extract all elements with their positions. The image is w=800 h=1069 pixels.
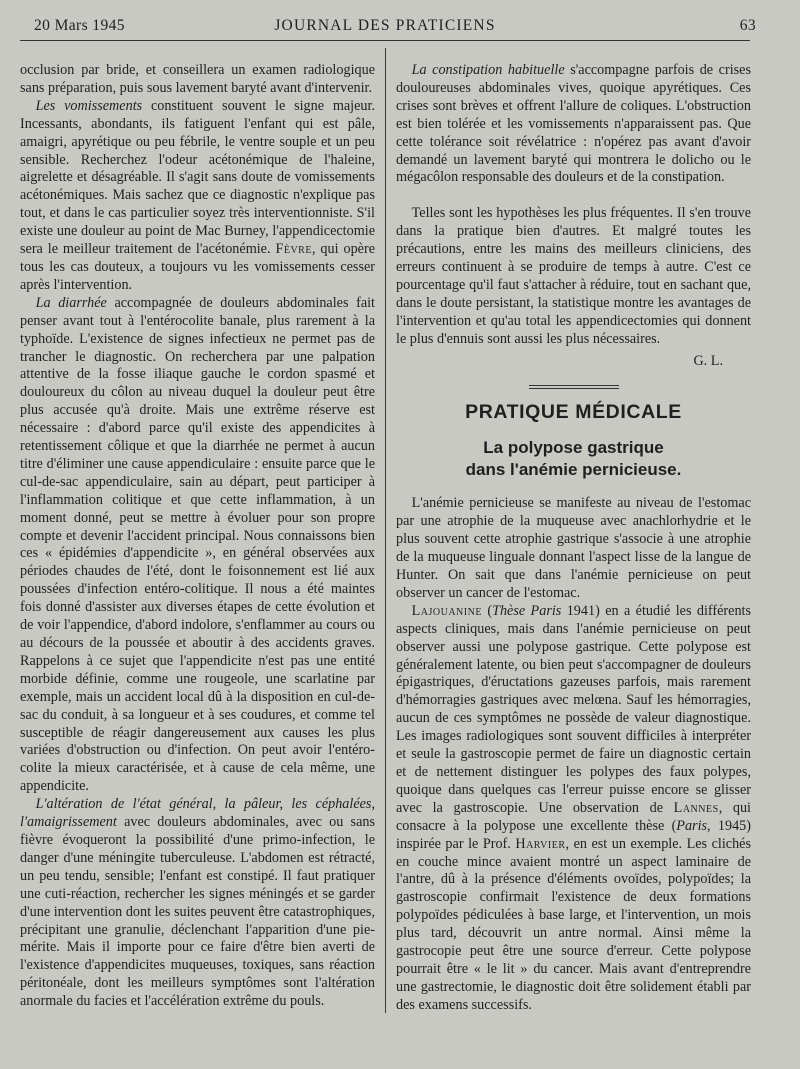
- section-title: PRATIQUE MÉDICALE: [465, 400, 682, 423]
- header-page-number: 63: [739, 17, 756, 34]
- paragraph-anemie: L'anémie pernicieuse se manifeste au niveau de l'estomac par une atrophie de la muqueuse avec anachlorhydrie et le plus souvent cette atrophie gastrique s'associe à une atrophie de la muqueuse linguale donnant l'aspect lisse de la langue de Hunter. On sait que dans l'anémie pernicieuse on peut observer un cancer de l'estomac.: [396, 495, 751, 601]
- paragraph-constipation: La constipation habituelle s'accompagne parfois de crises douloureuses abdominales vives, quoique apyrétiques. Ces crises sont brèves et offrent l'allure de coliques. L'obstruction est bien tolérée et les vomissements n'apparaissent pas. Que cette tolérance soit révélatrice : n'opérez pas avant d'avoir demandé un lavement baryté qui montrera le dolicho ou le mégacôlon responsable des douleurs et de la constipation.: [396, 62, 751, 186]
- paragraph-lajouanine: Lajouanine (Thèse Paris 1941) en a étudié les différents aspects cliniques, mais dans l'anémie pernicieuse on peut observer aussi une polypose gastrique. Cette polypose est généralement latente, ou bien peut s'accompagner de douleurs épigastriques, d'éructations gazeuses parfois, mais rarement d'hémorragies gastriques avec melœna. Sauf les hémorragies, aucun de ces symptômes ne possède de valeur diagnostique. Les images radiologiques sont souvent difficiles à interpréter et seule la gastroscopie permet de faire un diagnostic certain et de nettement distinguer les polypes des faux polypes, quoique dans quelques cas l'erreur puisse encore se glisser avec la gastroscopie. Une observation de Lannes, qui consacre à la polypose une excellente thèse (Paris, 1945) inspirée par le Prof. Harvier, en est un exemple. Les clichés en couche mince avaient montré un aspect laminaire de l'antre, dû à la présence d'éléments ovoïdes, polypoïdes; la gastroscopie confirmait l'existence de deux formations polypoïdes pédiculées à base large, et l'intervention, un mois plus tard, découvrit un antre normal. Ainsi même la gastrocopie peut être une source d'erreur. Cette polypose pourrait être « le lit » du cancer. Mais avant d'entreprendre une gastrectomie, le diagnostic doit être solidement établi par des examens successifs.: [396, 602, 751, 1013]
- paragraph-occlusion: occlusion par bride, et conseillera un examen radiologique sans préparation, puis sous lavement baryté avant d'intervenir.: [20, 62, 375, 96]
- right-column: [396, 62, 751, 1015]
- header-journal-title: JOURNAL DES PRATICIENS: [274, 17, 496, 34]
- article-title: [396, 437, 751, 481]
- header-date: 20 Mars 1945: [34, 17, 125, 34]
- article-title-line-2: dans l'anémie pernicieuse.: [465, 460, 682, 480]
- left-column: [20, 62, 375, 1011]
- article-title-line-1: La polypose gastrique: [483, 438, 664, 458]
- author-signature: G. L.: [693, 352, 723, 369]
- paragraph-alteration: L'altération de l'état général, la pâleur, les céphalées, l'amaigrissement avec douleurs abdominales, avec ou sans fièvre évoqueront la possibilité d'une primo-infection, le danger d'une méningite tuberculeuse. L'abdomen est rétracté, un peu tendu, sensible; l'enfant est constipé. Il faut pratiquer une cuti-réaction, rechercher les signes méningés et se garder d'une intervention dont les suites peuvent être catastrophiques, précipitant une granulie, déclenchant l'apparition d'une pie-mérite. Mais il importe pour ce faire d'être bien averti de l'existence d'appendicites muqueuses, toxiques, sans réaction péritonéale, dont les meilleurs symptômes sont l'altération anormale du facies et l'accélération extrême du pouls.: [20, 796, 375, 1010]
- paragraph-hypotheses: Telles sont les hypothèses les plus fréquentes. Il s'en trouve dans la pratique bien d'autres. Et malgré toutes les précautions, entre les mains des meilleurs cliniciens, des erreurs continuent à se produire de temps à autre. C'est ce pourcentage qu'il faut s'attacher à réduire, tout en sachant que, dans le doute persistant, la statistique montre les avantages de l'intervention et qu'au total les appendicectomies qui donnent le plus d'ennuis sont aussi les plus nécessaires.: [396, 205, 751, 347]
- section-separator: [529, 385, 619, 389]
- paragraph-diarrhee: La diarrhée accompagnée de douleurs abdominales fait penser avant tout à l'entérocolite banale, plus rarement à la typhoïde. L'existence de signes infectieux ne permet pas de trancher le diagnostic. On recherchera par une palpation attentive de la fosse iliaque gauche le cordon spasmé et douloureux du côlon au niveau duquel la douleur peut être plus accusée qu'à droite. Mais une extrême réserve est nécessaire : d'abord parce qu'il existe des appendicites à retentissement côlique et que la diarrhée ne permet à aucun titre d'éliminer une cause appendiculaire : ensuite parce que le cul-de-sac appendiculaire, sain au départ, peut participer à l'inflammation colitique et que cette inflammation, à un moment donné, peut se mettre à évoluer pour son propre compte et devenir l'accident principal. Nous connaissons bien ces « épidémies d'appendicite », en général observées aux périodes chaudes de l'été, dont le foisonnement est lié aux poussées d'infection entéro-colitique. Il nous a été maintes fois donné d'assister aux diverses étapes de cette évolution et de voir l'appendice, d'abord indolore, s'enflammer au cours ou au décours de la poussée et aboutir à des accidents graves. Rappelons à ce sujet que l'appendicite n'est pas une entité morbide définie, comme une rougeole, une scarlatine par exemple, mais un accident local dû à la disposition en cul-de-sac du conduit, à sa longueur et à ses coudures, et comme tel susceptible de réagir dangereusement aux causes les plus variées d'obstruction ou d'infection. On peut avoir l'entéro-colite la mieux caractérisée, et à cause de cela même, une appendicite.: [20, 294, 375, 795]
- page-header: [20, 14, 756, 41]
- paragraph-vomissements: Les vomissements constituent souvent le signe majeur. Incessants, abondants, ils fatiguent l'enfant qui est pâle, amaigri, apyrétique ou peu fébrile, le ventre souple et un peu sensible. Recherchez l'odeur acétonémique de l'haleine, aigrelette et désagréable. Il s'agit sans doute de vomissements acétonémiques. Mais sachez que ce diagnostic n'explique pas tout, et dans le cas particulier soyez très interventionniste. S'il existe une douleur au point de Mac Burney, l'appendicectomie sera le meilleur traitement de l'acétonémie. Fèvre, qui opère tous les cas douteux, a toujours vu les vomissements cesser après l'intervention.: [20, 97, 375, 293]
- column-divider: [385, 48, 386, 1013]
